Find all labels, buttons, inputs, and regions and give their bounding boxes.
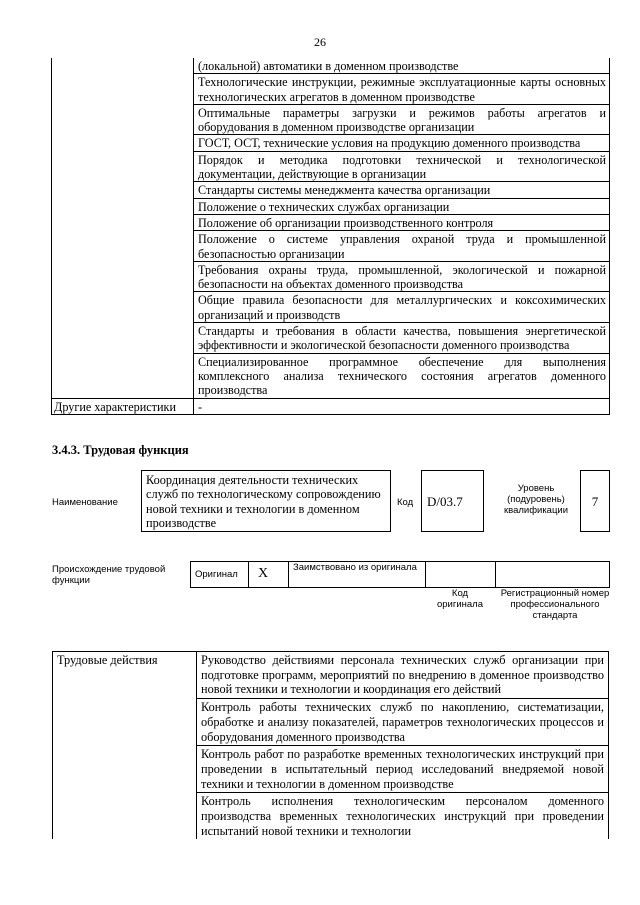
level-box — [580, 470, 610, 532]
code-value: D/03.7 — [427, 494, 463, 509]
other-characteristics-value: - — [194, 398, 610, 414]
origin-label: Происхождение трудовой функции — [52, 564, 166, 586]
source-item: Требования охраны труда, промышленной, экологической и пожарной безопасности на объектах доменного производства — [194, 261, 610, 292]
actions-table — [52, 651, 609, 839]
source-item: ГОСТ, ОСТ, технические условия на продукцию доменного производства — [194, 135, 610, 151]
borrowed-label: Заимствовано из оригинала — [293, 562, 417, 573]
source-item: Положение об организации производственного контроля — [194, 214, 610, 230]
registration-number-label: Регистрационный номер профессионального стандарта — [500, 588, 610, 621]
source-item: Технологические инструкции, режимные эксплуатационные карты основных технологических агрегатов в доменном производстве — [194, 74, 610, 105]
source-item: Стандарты системы менеджмента качества организации — [194, 182, 610, 198]
original-label: Оригинал — [195, 569, 238, 580]
page-number: 26 — [314, 35, 326, 49]
action-item: Контроль работ по разработке временных технологических инструкций при проведении в испытательный период исследований внедряемой новой техники и технологии в доменном производстве — [197, 746, 609, 793]
original-mark: X — [258, 566, 269, 581]
other-characteristics-label: Другие характеристики — [52, 398, 194, 414]
sources-table — [51, 58, 610, 415]
source-item: Общие правила безопасности для металлургических и коксохимических организаций и производств — [194, 292, 610, 323]
source-item: Положение о технических службах организации — [194, 198, 610, 214]
source-item: Специализированное программное обеспечение для выполнения комплексного анализа технического состояния агрегатов доменного производства — [194, 353, 610, 398]
source-item: (локальной) автоматики в доменном производстве — [194, 58, 610, 74]
source-item: Положение о системе управления охраной труда и промышленной безопасностью организации — [194, 231, 610, 262]
original-code-label: Код оригинала — [436, 588, 483, 610]
function-name-box — [141, 470, 391, 532]
level-value: 7 — [591, 494, 599, 509]
action-item: Руководство действиями персонала технических служб организации при подготовке программ, мероприятий по внедрению в доменное производство новой техники и технологии и координация его действий — [197, 652, 609, 699]
source-item: Порядок и методика подготовки технической и технологической документации, действующие в организации — [194, 151, 610, 182]
action-item: Контроль исполнения технологическим персоналом доменного производства временных технологических инструкций при проведении испытаний новой техники и технологии — [197, 793, 609, 840]
source-item: Стандарты и требования в области качества, повышения энергетической эффективности и экологической безопасности доменного производства — [194, 323, 610, 354]
code-box — [421, 470, 484, 532]
function-name-value: Координация деятельности технических служб по технологическому сопровождению новой техники и технологии в доменном производстве — [146, 473, 381, 530]
actions-label: Трудовые действия — [53, 652, 197, 840]
code-label: Код — [397, 497, 414, 508]
level-label: Уровень (подуровень) квалификации — [503, 483, 569, 516]
sources-label-cell — [52, 58, 194, 398]
name-label: Наименование — [52, 497, 118, 508]
section-title: 3.4.3. Трудовая функция — [52, 443, 189, 457]
action-item: Контроль работы технических служб по накоплению, систематизации, обработке и анализу показателей, параметров технологических процессов и оборудования доменного производства — [197, 699, 609, 746]
source-item: Оптимальные параметры загрузки и режимов работы агрегатов и оборудования в доменном производстве организации — [194, 104, 610, 135]
